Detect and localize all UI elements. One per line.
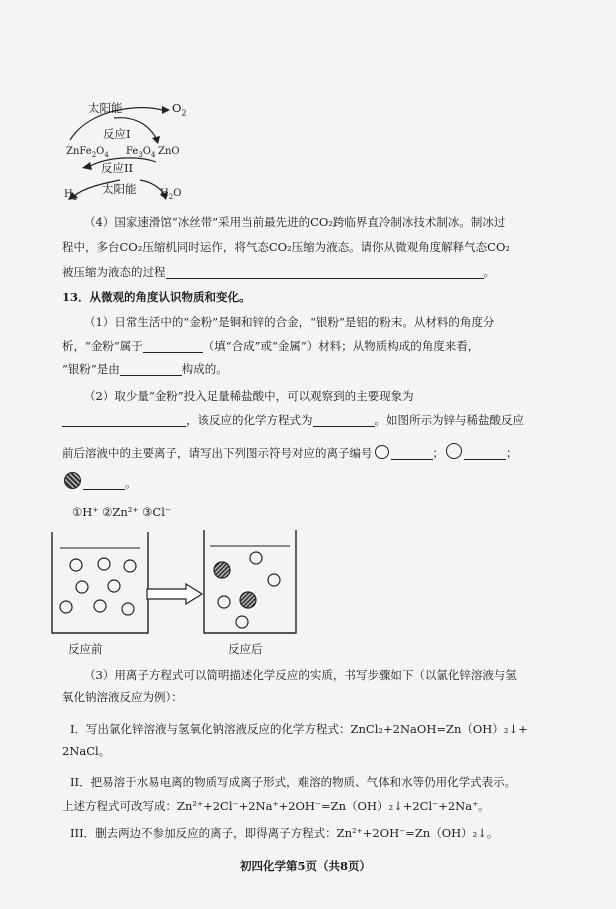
q13-p2-line3: [62, 443, 518, 460]
cycle-bottom-label: 太阳能: [102, 182, 137, 196]
left-formula-o: O: [96, 146, 105, 157]
h2o-sub: 2: [168, 193, 174, 201]
left-formula-zn-fe: ZnFe: [66, 146, 92, 157]
open-circle-icon: [375, 445, 389, 459]
ion-circle: [60, 601, 72, 613]
cycle-reaction2: 反应II: [101, 161, 134, 175]
step1-line1: I．写出氯化锌溶液与氢氧化钠溶液反应的化学方程式：ZnCl₂+2NaOH=Zn（OH）₂↓+: [70, 722, 528, 736]
left-formula-sub1: 2: [91, 151, 97, 159]
equation-blank[interactable]: [313, 414, 375, 427]
q13-p2-end: 。: [125, 476, 137, 490]
beaker-after: [202, 528, 298, 635]
ion-circle: [124, 560, 136, 572]
q13-p1-line2: [62, 339, 479, 353]
cycle-top-label: 太阳能: [88, 101, 123, 115]
ion-circle: [98, 558, 110, 570]
mid-arrowhead: [152, 136, 160, 144]
h2-letter: H: [64, 189, 73, 200]
step2-line1: II．把易溶于水易电离的物质写成离子形式，难溶的物质、气体和水等仍用化学式表示。: [70, 775, 517, 789]
beaker-before-outline: [52, 532, 148, 633]
q13-p1-line2a: 析，“金粉”属于: [62, 339, 143, 353]
ion-circle: [70, 559, 82, 571]
after-label: 反应后: [228, 642, 263, 656]
open-circle-2-answer-blank[interactable]: [464, 447, 506, 460]
cycle-h2: [64, 189, 77, 202]
top-arrowhead: [162, 106, 170, 114]
q13-p1-line2b: （填“合成”或“金属”）材料；从物质构成的角度来看，: [202, 339, 480, 353]
page-footer: 初四化学第5页（共8页）: [240, 859, 372, 873]
lower-arrowhead: [82, 162, 92, 170]
q13-p1-line1: （1）日常生活中的“金粉”是铜和锌的合金，“银粉”是铝的粉末。从材料的角度分: [84, 315, 495, 329]
cycle-o2: [172, 101, 187, 120]
q13-p1-line3: [62, 362, 228, 376]
q4-line3-end: 。: [483, 265, 495, 279]
sep1: ；: [432, 446, 444, 460]
silver-powder-blank[interactable]: [120, 363, 182, 376]
beaker-before: [50, 530, 150, 635]
q4-answer-blank[interactable]: [166, 266, 484, 279]
right-formula-o: O: [142, 146, 151, 157]
right-formula-sub2: 4: [150, 151, 156, 159]
open-circle-icon-2: [446, 443, 462, 459]
q13-p2-line2: [62, 413, 524, 427]
q13-p1-line3b: 构成的。: [181, 362, 228, 376]
ion-circle: [250, 552, 262, 564]
hatched-circle-answer-blank[interactable]: [83, 477, 125, 490]
ion-circle: [218, 596, 230, 608]
step2-line2: 上述方程式可改写成：Zn²⁺+2Cl⁻+2Na⁺+2OH⁻=Zn（OH）₂↓+2Cl⁻+2Na⁺。: [62, 799, 490, 813]
o2-letter: O: [172, 101, 182, 115]
open-circle-answer-blank[interactable]: [391, 447, 433, 460]
q13-p2-line1: （2）取少量“金粉”投入足量稀盐酸中，可以观察到的主要现象为: [84, 389, 414, 403]
ion-circle: [236, 616, 248, 628]
reaction-arrow: [146, 583, 204, 605]
h2o-o: O: [173, 188, 182, 199]
q13-p2-line2a: ，该反应的化学方程式为: [186, 413, 313, 427]
beaker-after-outline: [204, 530, 296, 633]
before-label: 反应前: [68, 642, 103, 656]
material-type-blank[interactable]: [143, 340, 203, 353]
q13-p3-line1: （3）用离子方程式可以简明描述化学反应的实质，书写步骤如下（以氯化锌溶液与氢: [84, 668, 517, 682]
right-formula-sub1: 3: [138, 151, 143, 159]
ion-list: ①H⁺ ②Zn²⁺ ③Cl⁻: [72, 505, 171, 519]
q13-p1-line3a: “银粉”是由: [62, 362, 120, 376]
cycle-left-formula: [66, 146, 109, 159]
cycle-right-formula: [126, 146, 155, 159]
h2o-h: H: [160, 188, 169, 199]
q13-p2-line2b: 。如图所示为锌与稀盐酸反应: [374, 413, 524, 427]
cycle-h2o: [160, 188, 181, 201]
cycle-reaction1: 反应I: [103, 127, 131, 141]
q4-line1: （4）国家速滑馆“冰丝带”采用当前最先进的CO₂跨临界直冷制冰技术制冰。制冰过: [84, 215, 506, 229]
q4-line2: 程中，多台CO₂压缩机同时运作，将气态CO₂压缩为液态。请你从微观角度解释气态CO₂: [62, 240, 511, 254]
q13-p3-line2: 氧化钠溶液反应为例）：: [62, 690, 183, 704]
q13-p2-line4: [62, 472, 137, 490]
q4-line3: [62, 265, 495, 279]
zn-ion-hatched-circle: [214, 562, 230, 578]
h2-sub: 2: [72, 194, 78, 202]
step1-line2: 2NaCl。: [62, 744, 111, 758]
hatched-circle-icon: [64, 472, 81, 489]
sep2: ；: [506, 446, 518, 460]
step3: III．删去两边不参加反应的离子，即得离子方程式：Zn²⁺+2OH⁻=Zn（OH）₂↓。: [70, 826, 499, 840]
q13-p2-line3-text: 前后溶液中的主要离子，请写出下列图示符号对应的离子编号: [62, 446, 373, 460]
left-formula-sub2: 4: [104, 151, 109, 159]
ion-circle: [122, 603, 134, 615]
ion-circle: [94, 600, 106, 612]
cycle-zno: ZnO: [158, 146, 180, 157]
ion-circle: [108, 580, 120, 592]
phenomenon-blank[interactable]: [62, 414, 186, 427]
o2-sub: 2: [181, 108, 187, 118]
q4-line3-text: 被压缩为液态的过程: [62, 265, 166, 279]
ion-circle: [76, 581, 88, 593]
ion-circle: [268, 574, 280, 586]
right-formula-fe: Fe: [126, 146, 139, 157]
zn-ion-hatched-circle: [240, 592, 256, 608]
hollow-arrow-icon: [147, 584, 202, 604]
q13-title: 13．从微观的角度认识物质和变化。: [62, 290, 251, 304]
